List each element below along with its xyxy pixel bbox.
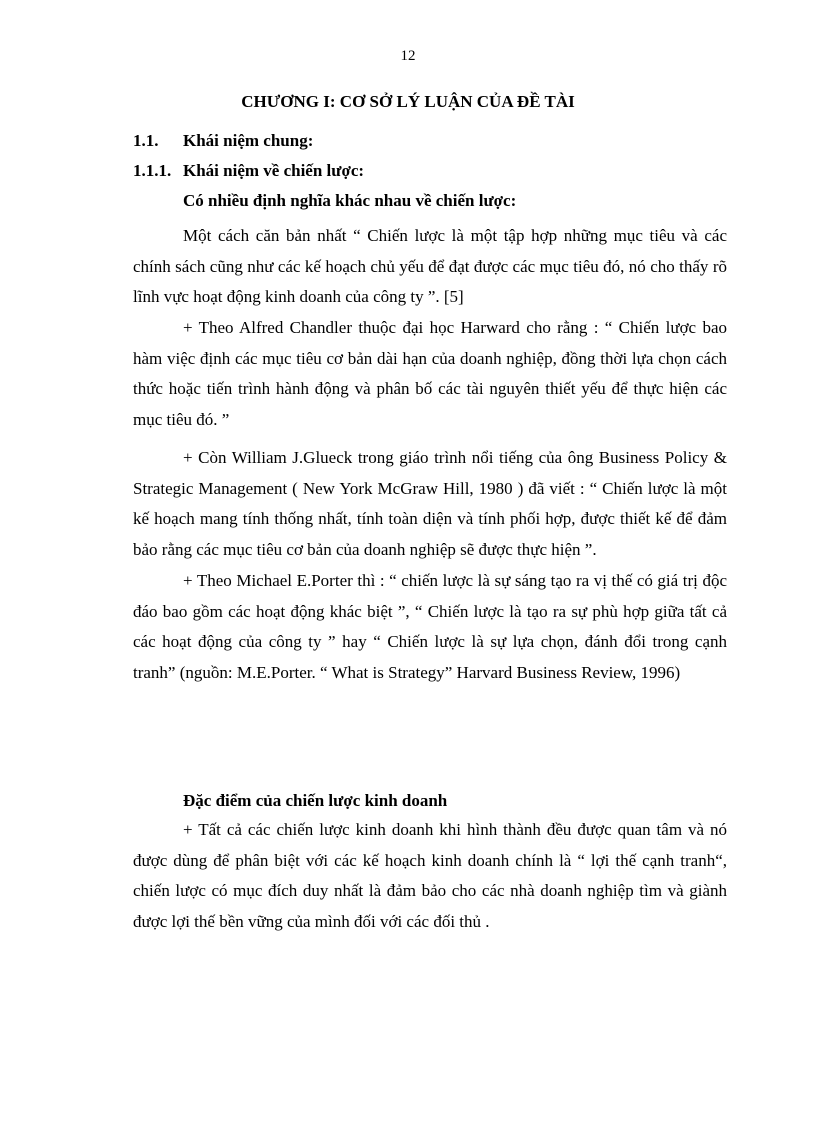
section-heading-1-1 bbox=[133, 131, 313, 151]
paragraph-glueck-definition: + Còn William J.Glueck trong giáo trình nổi tiếng của ông Business Policy & Strategic Management ( New York McGraw Hill, 1980 ) đã viết : “ Chiến lược là một kế hoạch mang tính thống nhất, tính toàn diện và tính phối hợp, được thiết kế để đảm bảo rằng các mục tiêu cơ bản của doanh nghiệp sẽ được thực hiện ”. bbox=[133, 448, 727, 559]
section-title: Khái niệm về chiến lược: bbox=[183, 161, 365, 180]
page-number: 12 bbox=[400, 48, 416, 64]
section-number: 1.1.1. bbox=[133, 161, 172, 180]
section-heading-1-1-1 bbox=[133, 161, 364, 181]
section-title: Khái niệm chung: bbox=[183, 131, 314, 150]
paragraph-chandler-definition: + Theo Alfred Chandler thuộc đại học Harward cho rằng : “ Chiến lược bao hàm việc định các mục tiêu cơ bản dài hạn của doanh nghiệp, đồng thời lựa chọn cách thức hoặc tiến trình hành động và phân bố các tài nguyên thiết yếu để thực hiện các mục tiêu đó. ” bbox=[133, 318, 727, 429]
definitions-heading: Có nhiều định nghĩa khác nhau về chiến lược: bbox=[183, 191, 517, 210]
paragraph-characteristics: + Tất cả các chiến lược kinh doanh khi hình thành đều được quan tâm và nó được dùng để phân biệt với các kế hoạch kinh doanh chính là “ lợi thế cạnh tranh“, chiến lược có mục đích duy nhất là đảm bảo cho các nhà doanh nghiệp tìm và giành được lợi thế bền vững của mình đối với các đối thủ . bbox=[133, 820, 727, 931]
characteristics-heading: Đặc điểm của chiến lược kinh doanh bbox=[183, 791, 448, 810]
section-number: 1.1. bbox=[133, 131, 159, 150]
paragraph-basic-definition: Một cách căn bản nhất “ Chiến lược là một tập hợp những mục tiêu và các chính sách cũng như các kế hoạch chủ yếu để đạt được các mục tiêu đó, nó cho thấy rõ lĩnh vực hoạt động kinh doanh của công ty ”. [5] bbox=[133, 226, 727, 307]
chapter-title: CHƯƠNG I: CƠ SỞ LÝ LUẬN CỦA ĐỀ TÀI bbox=[241, 92, 575, 111]
paragraph-porter-definition: + Theo Michael E.Porter thì : “ chiến lược là sự sáng tạo ra vị thế có giá trị độc đáo bao gồm các hoạt động khác biệt ”, “ Chiến lược là tạo ra sự phù hợp giữa tất cả các hoạt động của công ty ” hay “ Chiến lược là sự lựa chọn, đánh đổi trong cạnh tranh” (nguồn: M.E.Porter. “ What is Strategy” Harvard Business Review, 1996) bbox=[133, 571, 727, 682]
